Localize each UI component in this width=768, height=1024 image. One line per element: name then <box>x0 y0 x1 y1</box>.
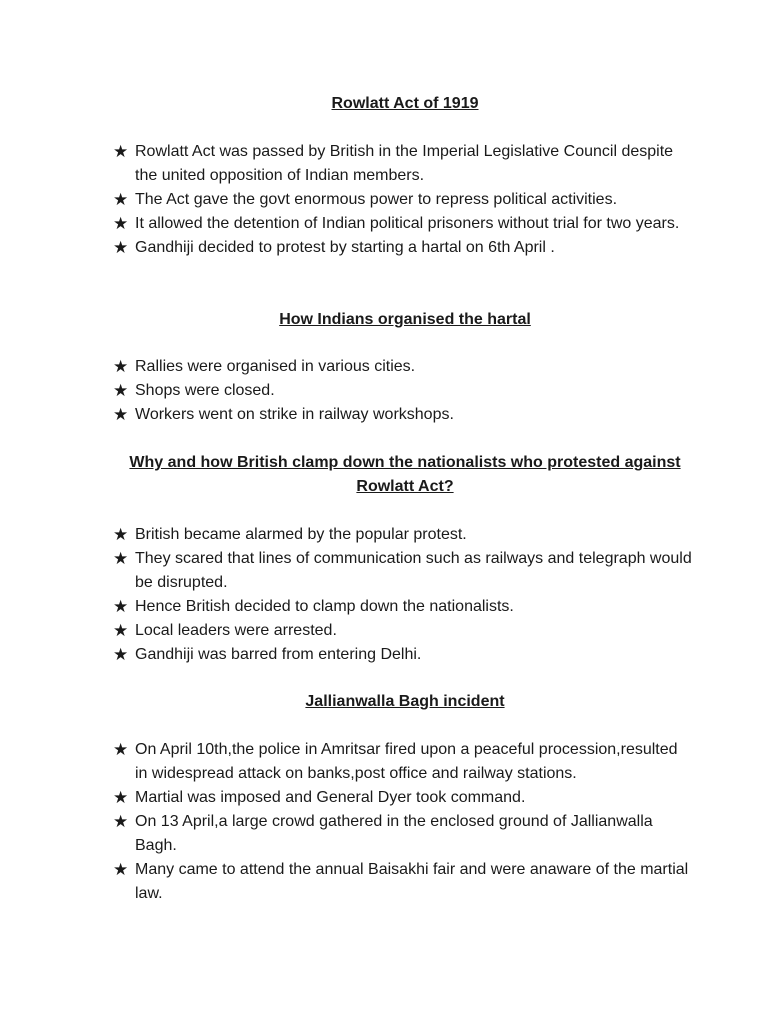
star-bullet-icon: ★ <box>113 357 129 377</box>
list-item-text: Workers went on strike in railway workshops. <box>135 406 454 423</box>
list-item-text: They scared that lines of communication such as railways and telegraph would be disrupted. <box>135 550 692 591</box>
list-item <box>113 403 693 427</box>
list-item <box>113 140 693 188</box>
list-item-text: Gandhiji was barred from entering Delhi. <box>135 646 422 663</box>
section-heading-clampdown: Why and how British clamp down the nationalists who protested against Rowlatt Act? <box>129 454 681 495</box>
list-item <box>113 738 693 786</box>
list-item-text: Rowlatt Act was passed by British in the Imperial Legislative Council despite the united opposition of Indian members. <box>135 143 674 184</box>
bullet-list-rowlatt-act <box>113 140 693 260</box>
bullet-list-clampdown <box>113 523 693 667</box>
section-heading-hartal: How Indians organised the hartal <box>279 311 531 328</box>
star-bullet-icon: ★ <box>113 525 129 545</box>
list-item-text: Shops were closed. <box>135 382 275 399</box>
star-bullet-icon: ★ <box>113 238 129 258</box>
list-item-text: It allowed the detention of Indian political prisoners without trial for two years. <box>135 215 680 232</box>
list-item-text: Martial was imposed and General Dyer took command. <box>135 789 526 806</box>
list-item <box>113 619 693 643</box>
list-item-text: Gandhiji decided to protest by starting a hartal on 6th April . <box>135 239 555 256</box>
star-bullet-icon: ★ <box>113 860 129 880</box>
list-item-text: On 13 April,a large crowd gathered in the enclosed ground of Jallianwalla Bagh. <box>135 813 653 854</box>
list-item <box>113 188 693 212</box>
star-bullet-icon: ★ <box>113 645 129 665</box>
star-bullet-icon: ★ <box>113 621 129 641</box>
list-item <box>113 786 693 810</box>
list-item <box>113 858 693 906</box>
star-bullet-icon: ★ <box>113 788 129 808</box>
list-item <box>113 236 693 260</box>
bullet-list-hartal <box>113 355 693 427</box>
section-heading-rowlatt-act: Rowlatt Act of 1919 <box>331 95 479 112</box>
list-item <box>113 355 693 379</box>
list-item-text: The Act gave the govt enormous power to repress political activities. <box>135 191 618 208</box>
star-bullet-icon: ★ <box>113 381 129 401</box>
list-item <box>113 595 693 619</box>
list-item <box>113 212 693 236</box>
list-item <box>113 547 693 595</box>
star-bullet-icon: ★ <box>113 597 129 617</box>
list-item <box>113 523 693 547</box>
star-bullet-icon: ★ <box>113 190 129 210</box>
list-item <box>113 379 693 403</box>
section-heading-jallianwalla: Jallianwalla Bagh incident <box>305 693 505 710</box>
list-item-text: Rallies were organised in various cities. <box>135 358 416 375</box>
star-bullet-icon: ★ <box>113 142 129 162</box>
list-item-text: Many came to attend the annual Baisakhi fair and were anaware of the martial law. <box>135 861 689 902</box>
list-item-text: Hence British decided to clamp down the nationalists. <box>135 598 514 615</box>
list-item <box>113 643 693 667</box>
list-item-text: On April 10th,the police in Amritsar fired upon a peaceful procession,resulted in widespread attack on banks,post office and railway stations. <box>135 741 678 782</box>
star-bullet-icon: ★ <box>113 549 129 569</box>
star-bullet-icon: ★ <box>113 214 129 234</box>
list-item <box>113 810 693 858</box>
list-item-text: Local leaders were arrested. <box>135 622 337 639</box>
star-bullet-icon: ★ <box>113 740 129 760</box>
star-bullet-icon: ★ <box>113 405 129 425</box>
list-item-text: British became alarmed by the popular protest. <box>135 526 467 543</box>
bullet-list-jallianwalla <box>113 738 693 906</box>
star-bullet-icon: ★ <box>113 812 129 832</box>
